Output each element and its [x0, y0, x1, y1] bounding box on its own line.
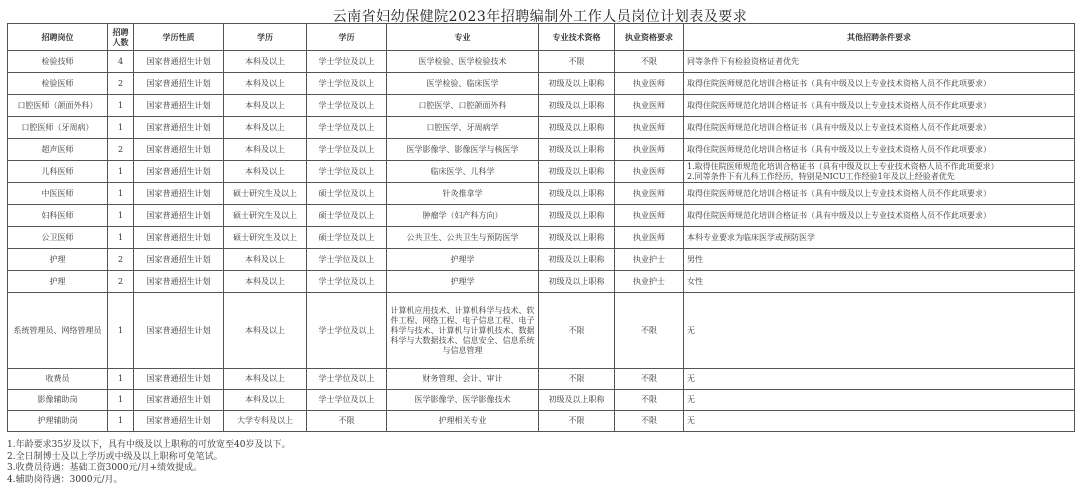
- license-cell: 执业医师: [615, 73, 684, 95]
- degree-cell: 硕士学位及以上: [307, 183, 387, 205]
- table-header-row: [8, 24, 1075, 51]
- count-cell: 2: [108, 73, 134, 95]
- post-cell: 口腔医师（牙周病）: [8, 117, 108, 139]
- license-cell: 执业医师: [615, 161, 684, 183]
- other-cell: 取得住院医师规范化培训合格证书（具有中级及以上专业技术资格人员不作此项要求）: [684, 73, 1075, 95]
- count-cell: 2: [108, 271, 134, 293]
- major-cell: 临床医学、儿科学: [387, 161, 539, 183]
- degree-cell: 学士学位及以上: [307, 117, 387, 139]
- header-cell: 学历: [224, 24, 307, 51]
- license-cell: 不限: [615, 51, 684, 73]
- license-cell: 执业医师: [615, 227, 684, 249]
- header-cell: 学历性质: [134, 24, 224, 51]
- other-line: 2.同等条件下有儿科工作经历，特别是NICU工作经验1年及以上经验者优先: [687, 171, 955, 181]
- edu-nature-cell: 国家普通招生计划: [134, 51, 224, 73]
- license-cell: 不限: [615, 411, 684, 432]
- other-cell: 无: [684, 390, 1075, 411]
- table-row: [8, 271, 1075, 293]
- license-cell: 执业医师: [615, 117, 684, 139]
- major-cell: 计算机应用技术、计算机科学与技术、软件工程、网络工程、电子信息工程、电子科学与技术、计算机与计算机技术、数据科学与大数据技术、信息安全、信息系统与信息管理: [387, 293, 539, 369]
- edu-cell: 本科及以上: [224, 73, 307, 95]
- edu-cell: 硕士研究生及以上: [224, 183, 307, 205]
- post-cell: 公卫医师: [8, 227, 108, 249]
- degree-cell: 学士学位及以上: [307, 390, 387, 411]
- degree-cell: 学士学位及以上: [307, 51, 387, 73]
- title-cell: 初级及以上职称: [539, 249, 615, 271]
- count-cell: 1: [108, 183, 134, 205]
- edu-nature-cell: 国家普通招生计划: [134, 271, 224, 293]
- table-row: [8, 227, 1075, 249]
- edu-cell: 本科及以上: [224, 271, 307, 293]
- other-cell: 女性: [684, 271, 1075, 293]
- post-cell: 口腔医师（颌面外科）: [8, 95, 108, 117]
- license-cell: 不限: [615, 369, 684, 390]
- note-line: 1.年龄要求35岁及以下，具有中级及以上职称的可放宽至40岁及以下。: [7, 440, 291, 450]
- license-cell: 执业医师: [615, 139, 684, 161]
- count-cell: 1: [108, 161, 134, 183]
- post-cell: 检验技师: [8, 51, 108, 73]
- license-cell: 执业医师: [615, 183, 684, 205]
- major-cell: 护理学: [387, 249, 539, 271]
- other-cell: 同等条件下有检验资格证者优先: [684, 51, 1075, 73]
- edu-cell: 本科及以上: [224, 51, 307, 73]
- count-cell: 1: [108, 390, 134, 411]
- degree-cell: 学士学位及以上: [307, 139, 387, 161]
- header-cell: 其他招聘条件要求: [684, 24, 1075, 51]
- edu-nature-cell: 国家普通招生计划: [134, 73, 224, 95]
- other-line: 1.取得住院医师规范化培训合格证书（具有中级及以上专业技术资格人员不作此项要求）: [687, 161, 999, 171]
- table-row: [8, 390, 1075, 411]
- other-cell: 本科专业要求为临床医学或预防医学: [684, 227, 1075, 249]
- edu-nature-cell: 国家普通招生计划: [134, 369, 224, 390]
- count-cell: 1: [108, 227, 134, 249]
- table-row: [8, 161, 1075, 183]
- degree-cell: 学士学位及以上: [307, 369, 387, 390]
- degree-cell: 不限: [307, 411, 387, 432]
- table-row: [8, 95, 1075, 117]
- title-cell: 初级及以上职称: [539, 205, 615, 227]
- edu-nature-cell: 国家普通招生计划: [134, 293, 224, 369]
- edu-nature-cell: 国家普通招生计划: [134, 205, 224, 227]
- other-cell: 取得住院医师规范化培训合格证书（具有中级及以上专业技术资格人员不作此项要求）: [684, 95, 1075, 117]
- edu-cell: 本科及以上: [224, 249, 307, 271]
- edu-cell: 本科及以上: [224, 390, 307, 411]
- title-cell: 初级及以上职称: [539, 95, 615, 117]
- edu-cell: 硕士研究生及以上: [224, 227, 307, 249]
- title-cell: 初级及以上职称: [539, 390, 615, 411]
- major-cell: 口腔医学、牙周病学: [387, 117, 539, 139]
- note-line: 2.全日制博士及以上学历或中级及以上职称可免笔试。: [7, 451, 223, 462]
- major-cell: 医学影像学、医学影像技术: [387, 390, 539, 411]
- degree-cell: 学士学位及以上: [307, 293, 387, 369]
- header-cell: 学历: [307, 24, 387, 51]
- header-cell: 招聘人数: [108, 24, 134, 51]
- table-row: [8, 183, 1075, 205]
- edu-nature-cell: 国家普通招生计划: [134, 95, 224, 117]
- post-cell: 收费员: [8, 369, 108, 390]
- title-cell: 初级及以上职称: [539, 271, 615, 293]
- license-cell: 执业医师: [615, 205, 684, 227]
- notes-block: [7, 440, 291, 486]
- note-line: 3.收费员待遇：基础工资3000元/月+绩效提成。: [7, 463, 203, 473]
- note-line: 4.辅助岗待遇：3000元/月。: [7, 474, 123, 485]
- edu-cell: 硕士研究生及以上: [224, 205, 307, 227]
- edu-cell: 本科及以上: [224, 293, 307, 369]
- degree-cell: 学士学位及以上: [307, 249, 387, 271]
- major-cell: 口腔医学、口腔颌面外科: [387, 95, 539, 117]
- title-cell: 不限: [539, 369, 615, 390]
- license-cell: 执业护士: [615, 249, 684, 271]
- edu-cell: 本科及以上: [224, 117, 307, 139]
- edu-cell: 本科及以上: [224, 95, 307, 117]
- edu-nature-cell: 国家普通招生计划: [134, 161, 224, 183]
- title-cell: 初级及以上职称: [539, 73, 615, 95]
- edu-cell: 大学专科及以上: [224, 411, 307, 432]
- post-cell: 护理辅助岗: [8, 411, 108, 432]
- title-cell: 不限: [539, 293, 615, 369]
- license-cell: 不限: [615, 390, 684, 411]
- degree-cell: 学士学位及以上: [307, 161, 387, 183]
- degree-cell: 硕士学位及以上: [307, 205, 387, 227]
- edu-nature-cell: 国家普通招生计划: [134, 411, 224, 432]
- count-cell: 1: [108, 293, 134, 369]
- major-cell: 医学检验、临床医学: [387, 73, 539, 95]
- post-cell: 超声医师: [8, 139, 108, 161]
- post-cell: 儿科医师: [8, 161, 108, 183]
- edu-nature-cell: 国家普通招生计划: [134, 183, 224, 205]
- count-cell: 1: [108, 117, 134, 139]
- license-cell: 执业医师: [615, 95, 684, 117]
- count-cell: 1: [108, 411, 134, 432]
- other-cell: 无: [684, 411, 1075, 432]
- edu-cell: 本科及以上: [224, 139, 307, 161]
- table-row: [8, 73, 1075, 95]
- major-cell: 肿瘤学（妇产科方向）: [387, 205, 539, 227]
- other-cell: 取得住院医师规范化培训合格证书（具有中级及以上专业技术资格人员不作此项要求）: [684, 139, 1075, 161]
- title-cell: 初级及以上职称: [539, 161, 615, 183]
- major-cell: 医学检验、医学检验技术: [387, 51, 539, 73]
- post-cell: 影像辅助岗: [8, 390, 108, 411]
- title-cell: 初级及以上职称: [539, 117, 615, 139]
- edu-nature-cell: 国家普通招生计划: [134, 117, 224, 139]
- other-cell: 取得住院医师规范化培训合格证书（具有中级及以上专业技术资格人员不作此项要求）: [684, 205, 1075, 227]
- count-cell: 4: [108, 51, 134, 73]
- post-cell: 护理: [8, 271, 108, 293]
- title-cell: 初级及以上职称: [539, 139, 615, 161]
- edu-nature-cell: 国家普通招生计划: [134, 249, 224, 271]
- table-row: [8, 293, 1075, 369]
- header-cell: 专业: [387, 24, 539, 51]
- title-cell: 初级及以上职称: [539, 183, 615, 205]
- count-cell: 1: [108, 369, 134, 390]
- title-cell: 不限: [539, 411, 615, 432]
- header-cell: 执业资格要求: [615, 24, 684, 51]
- recruitment-table: [7, 23, 1075, 432]
- major-cell: 护理相关专业: [387, 411, 539, 432]
- count-cell: 1: [108, 95, 134, 117]
- table-row: [8, 205, 1075, 227]
- post-cell: 护理: [8, 249, 108, 271]
- other-cell: [684, 161, 1075, 183]
- page-title: 云南省妇幼保健院2023年招聘编制外工作人员岗位计划表及要求: [332, 9, 748, 25]
- header-cell: 专业技术资格: [539, 24, 615, 51]
- degree-cell: 学士学位及以上: [307, 95, 387, 117]
- edu-nature-cell: 国家普通招生计划: [134, 227, 224, 249]
- title-cell: 不限: [539, 51, 615, 73]
- major-cell: 针灸推拿学: [387, 183, 539, 205]
- major-cell: 公共卫生、公共卫生与预防医学: [387, 227, 539, 249]
- edu-cell: 本科及以上: [224, 369, 307, 390]
- table-row: [8, 139, 1075, 161]
- title-cell: 初级及以上职称: [539, 227, 615, 249]
- post-cell: 妇科医师: [8, 205, 108, 227]
- other-cell: 无: [684, 293, 1075, 369]
- count-cell: 1: [108, 205, 134, 227]
- count-cell: 2: [108, 249, 134, 271]
- major-cell: 护理学: [387, 271, 539, 293]
- count-cell: 2: [108, 139, 134, 161]
- table-row: [8, 51, 1075, 73]
- table-row: [8, 249, 1075, 271]
- post-cell: 中医医师: [8, 183, 108, 205]
- other-cell: 取得住院医师规范化培训合格证书（具有中级及以上专业技术资格人员不作此项要求）: [684, 183, 1075, 205]
- degree-cell: 学士学位及以上: [307, 73, 387, 95]
- edu-nature-cell: 国家普通招生计划: [134, 139, 224, 161]
- license-cell: 执业护士: [615, 271, 684, 293]
- table-row: [8, 117, 1075, 139]
- major-cell: 医学影像学、影像医学与核医学: [387, 139, 539, 161]
- degree-cell: 学士学位及以上: [307, 271, 387, 293]
- other-cell: 无: [684, 369, 1075, 390]
- table-row: [8, 411, 1075, 432]
- other-cell: 取得住院医师规范化培训合格证书（具有中级及以上专业技术资格人员不作此项要求）: [684, 117, 1075, 139]
- edu-nature-cell: 国家普通招生计划: [134, 390, 224, 411]
- post-cell: 系统管理员、网络管理员: [8, 293, 108, 369]
- degree-cell: 硕士学位及以上: [307, 227, 387, 249]
- other-cell: 男性: [684, 249, 1075, 271]
- edu-cell: 本科及以上: [224, 161, 307, 183]
- table-row: [8, 369, 1075, 390]
- post-cell: 检验医师: [8, 73, 108, 95]
- license-cell: 不限: [615, 293, 684, 369]
- major-cell: 财务管理、会计、审计: [387, 369, 539, 390]
- header-cell: 招聘岗位: [8, 24, 108, 51]
